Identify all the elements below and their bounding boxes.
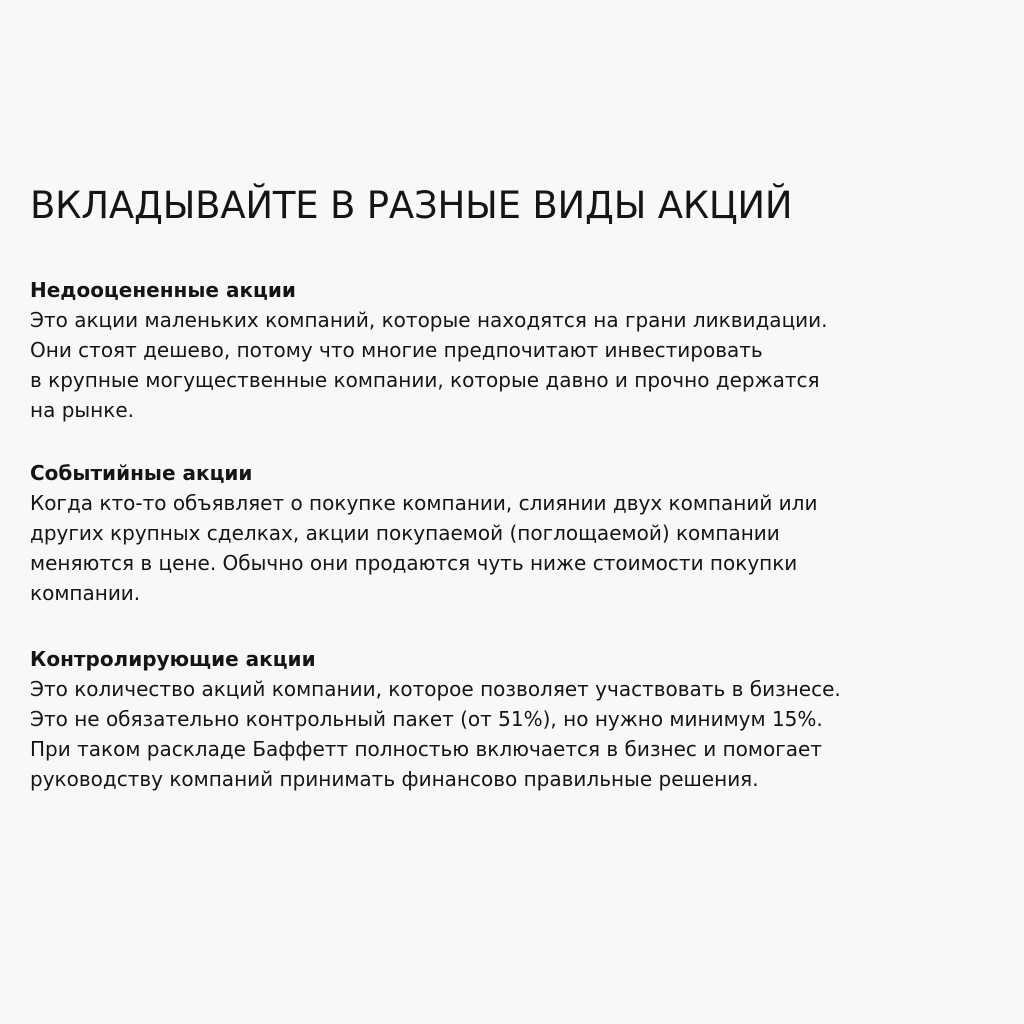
- section-text-line: руководству компаний принимать финансово правильные решения.: [30, 767, 759, 791]
- section-event-stocks: [30, 458, 1000, 608]
- section-text-line: меняются в цене. Обычно они продаются чуть ниже стоимости покупки: [30, 551, 798, 575]
- section-heading: Контролирующие акции: [30, 647, 316, 671]
- section-heading: Недооцененные акции: [30, 278, 296, 302]
- section-text-line: Они стоят дешево, потому что многие предпочитают инвестировать: [30, 338, 763, 362]
- section-text-line: в крупные могущественные компании, которые давно и прочно держатся: [30, 368, 820, 392]
- section-undervalued-stocks: [30, 275, 1000, 425]
- section-text-line: Это не обязательно контрольный пакет (от 51%), но нужно минимум 15%.: [30, 707, 823, 731]
- section-controlling-stocks: [30, 644, 1000, 794]
- section-text-line: Это количество акций компании, которое позволяет участвовать в бизнесе.: [30, 677, 841, 701]
- section-text-line: Когда кто-то объявляет о покупке компании, слиянии двух компаний или: [30, 491, 818, 515]
- section-text-line: других крупных сделках, акции покупаемой (поглощаемой) компании: [30, 521, 780, 545]
- slide: [30, 0, 1000, 1024]
- section-text-line: на рынке.: [30, 398, 134, 422]
- section-text-line: Это акции маленьких компаний, которые находятся на грани ликвидации.: [30, 308, 828, 332]
- section-text-line: При таком раскладе Баффетт полностью включается в бизнес и помогает: [30, 737, 822, 761]
- section-text-line: компании.: [30, 581, 141, 605]
- section-heading: Событийные акции: [30, 461, 253, 485]
- page-title: ВКЛАДЫВАЙТЕ В РАЗНЫЕ ВИДЫ АКЦИЙ: [30, 184, 793, 227]
